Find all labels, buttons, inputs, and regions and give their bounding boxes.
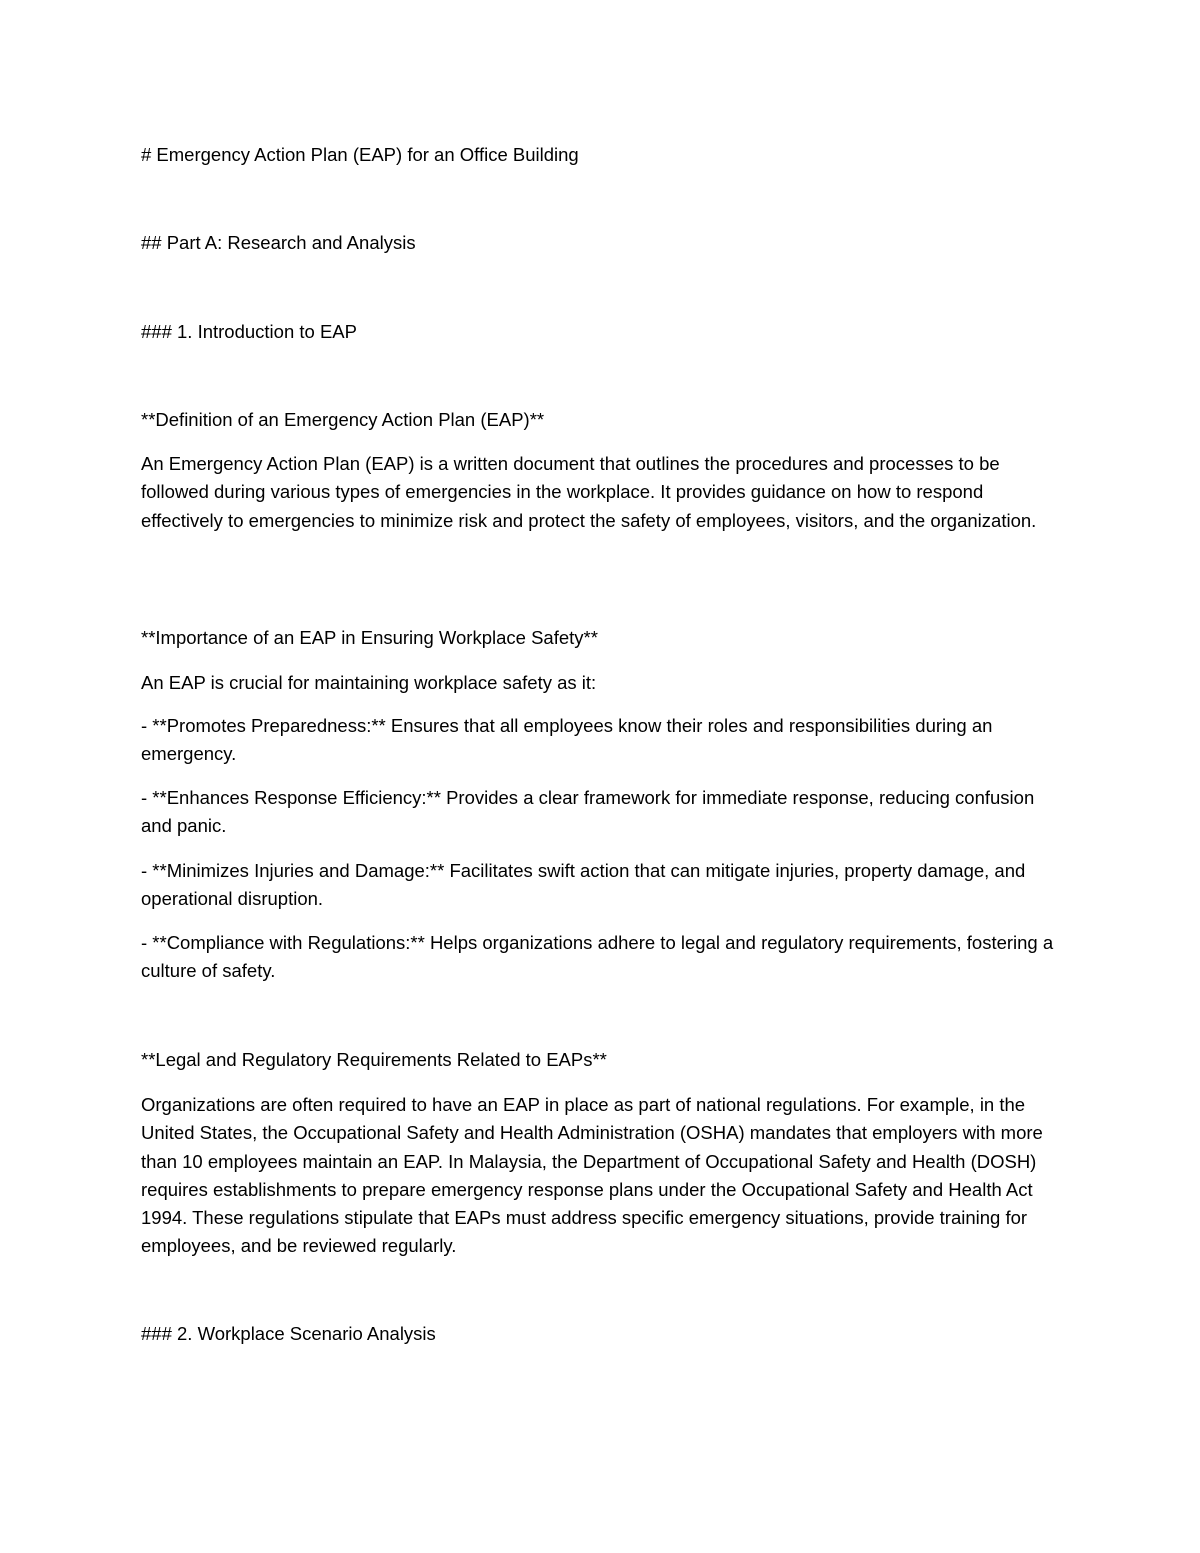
part-heading: ## Part A: Research and Analysis	[141, 232, 416, 253]
legal-paragraph: Organizations are often required to have an EAP in place as part of national regulations. For example, in the United States, the Occupational Safety and Health Administration (OSHA) mandates that employers with more than 10 employees maintain an EAP. In Malaysia, the Department of Occupational Safety and Health (DOSH) requires establishments to prepare emergency response plans under the Occupational Safety and Health Act 1994. These regulations stipulate that EAPs must address specific emergency situations, provide training for employees, and be reviewed regularly.	[141, 1094, 1043, 1257]
bullet-item: - **Promotes Preparedness:** Ensures that all employees know their roles and responsibilities during an emergency.	[141, 715, 993, 765]
bullet-item: - **Compliance with Regulations:** Helps organizations adhere to legal and regulatory requirements, fostering a culture of safety.	[141, 932, 1054, 982]
definition-paragraph: An Emergency Action Plan (EAP) is a written document that outlines the procedures and processes to be followed during various types of emergencies in the workplace. It provides guidance on how to respond effectively to emergencies to minimize risk and protect the safety of employees, visitors, and the organization.	[141, 453, 1037, 531]
section-1-heading: ### 1. Introduction to EAP	[141, 321, 357, 342]
definition-heading: **Definition of an Emergency Action Plan (EAP)**	[141, 409, 545, 430]
bullet-item: - **Enhances Response Efficiency:** Provides a clear framework for immediate response, reducing confusion and panic.	[141, 787, 1035, 837]
importance-heading: **Importance of an EAP in Ensuring Workplace Safety**	[141, 627, 598, 648]
importance-intro: An EAP is crucial for maintaining workplace safety as it:	[141, 672, 597, 693]
bullet-item: - **Minimizes Injuries and Damage:** Facilitates swift action that can mitigate injuries, property damage, and operational disruption.	[141, 860, 1026, 910]
legal-heading: **Legal and Regulatory Requirements Related to EAPs**	[141, 1049, 607, 1070]
document-title: # Emergency Action Plan (EAP) for an Office Building	[141, 144, 579, 165]
section-2-heading: ### 2. Workplace Scenario Analysis	[141, 1323, 436, 1344]
